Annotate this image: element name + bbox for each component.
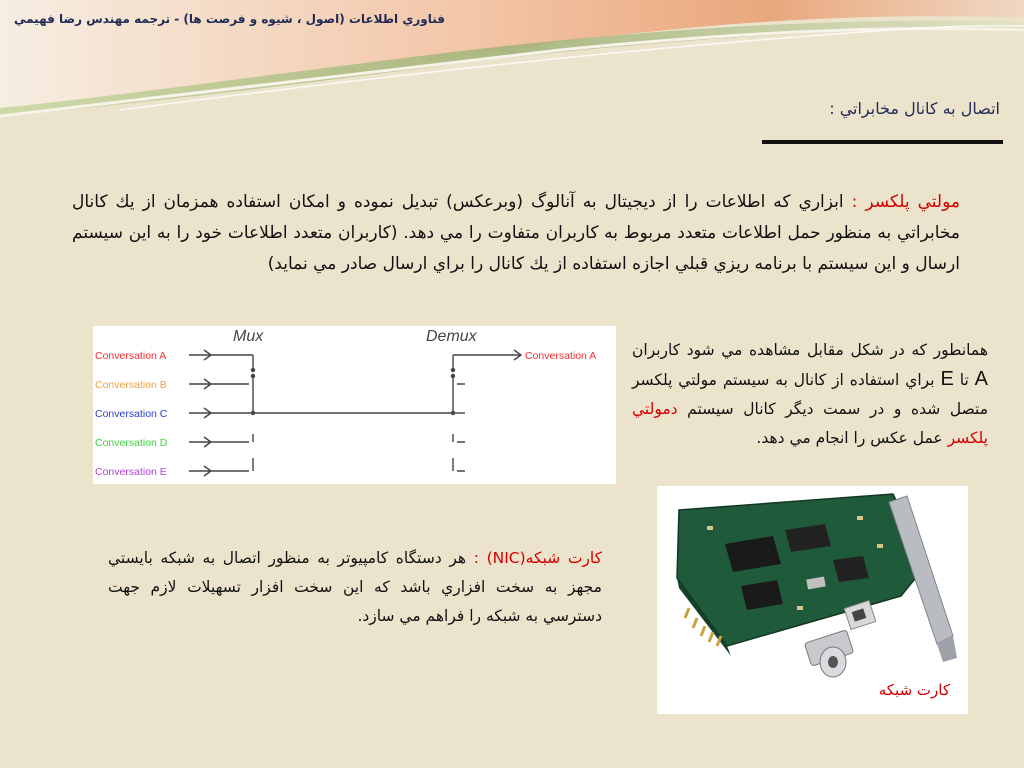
nic-paragraph [108,544,602,631]
user-e-letter: E [940,368,954,390]
section-heading: اتصال به كانال مخابراتي : [829,99,1000,118]
multiplexer-paragraph [72,187,960,280]
presentation-title: فناوري اطلاعات (اصول ، شيوه و فرصت ها) - ترجمه مهندس رضا فهيمي [14,12,445,26]
demultiplexer-term: دمولتي پلكسر [632,400,988,447]
mux-demux-diagram [93,326,616,484]
input-label-a: Conversation A [95,350,167,362]
user-a-letter: A [974,368,989,390]
demux-text-3: براي استفاده از كانال به سيستم مولتي پلكسر متصل شده و در سمت ديگر كانال سيستم [632,371,988,418]
input-label-e: Conversation E [95,466,167,478]
demultiplexer-paragraph [632,336,988,453]
multiplexer-term: مولتي پلكسر : [851,192,960,212]
demux-text-4: عمل عكس را انجام مي دهد. [756,429,948,447]
demux-text-1: همانطور كه در شكل مقابل مشاهده مي شود كاربران [632,341,988,359]
output-label-a: Conversation A [525,350,597,362]
nic-term: كارت شبكه(NIC) : [473,549,603,567]
nic-description: هر دستگاه كامپيوتر به منظور اتصال به شبكه بايستي مجهز به سخت افزاري باشد كه اين سخت افزار تسهيلات لازم جهت دسترسي به شبكه را فراهم مي سازد. [108,549,602,625]
mux-label: Mux [233,328,264,345]
multiplexer-description: ابزاري كه اطلاعات را از ديجيتال به آنالوگ (وبرعكس) تبديل نموده و امكان استفاده همزمان از يك كانال مخابراتي به منظور حمل اطلاعات متعدد مربوط به كاربران متفاوت را مي دهد. (كاربران متعدد اطلاعات خود را به اين سيستم ارسال و اين سيستم با برنامه ريزي قبلي اجازه استفاده از يك كانال را براي ارسال صادر مي نمايد) [72,192,960,274]
input-label-c: Conversation C [95,408,168,420]
input-label-b: Conversation B [95,379,167,391]
network-card-photo [657,486,968,714]
input-label-d: Conversation D [95,437,168,449]
network-card-caption: كارت شبكه [878,681,950,699]
demux-label: Demux [426,328,477,345]
heading-underline [762,140,1003,144]
demux-text-2: تا [953,371,975,389]
